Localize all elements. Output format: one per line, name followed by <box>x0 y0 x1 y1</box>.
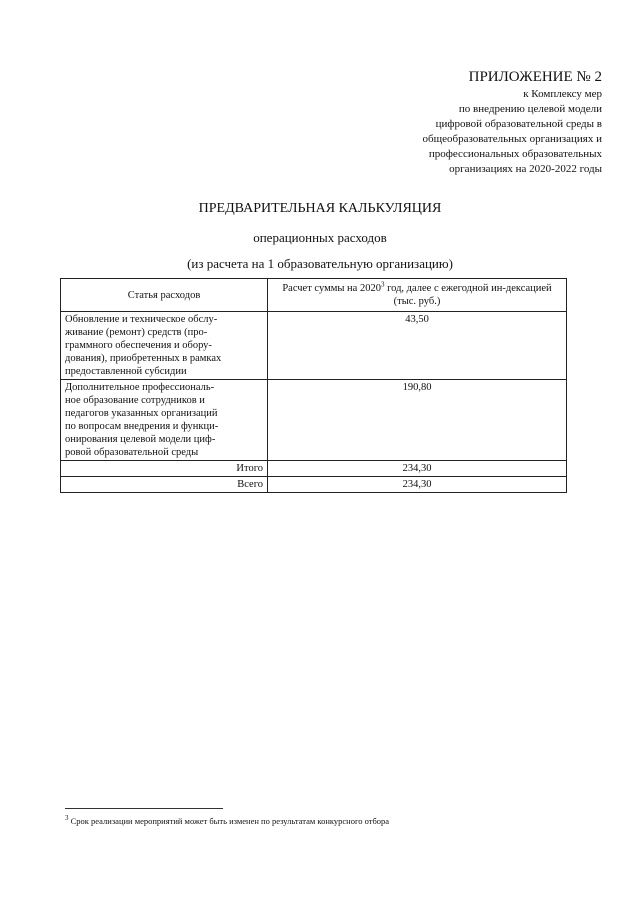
cell-line: граммного обеспечения и обору- <box>65 340 212 351</box>
subtotal-row <box>61 461 567 477</box>
header-amount <box>268 279 567 312</box>
cell-line: педагогов указанных организаций <box>65 408 218 419</box>
document-heading <box>0 200 640 273</box>
total-value: 234,30 <box>268 477 567 493</box>
cell-line: предоставленной субсидии <box>65 366 187 377</box>
table-header-row <box>61 279 567 312</box>
document-basis: (из расчета на 1 образовательную организацию) <box>187 256 453 271</box>
cell-line: Обновление и техническое обслу- <box>65 314 218 325</box>
footnote-ref: 3 <box>380 280 385 289</box>
header-expense-item: Статья расходов <box>61 279 268 312</box>
document-subtitle: операционных расходов <box>253 230 387 245</box>
total-label: Всего <box>61 477 268 493</box>
amount-cell: 43,50 <box>268 312 567 380</box>
subtotal-value: 234,30 <box>268 461 567 477</box>
appendix-line: по внедрению целевой модели <box>458 103 602 115</box>
cell-line: ровой образовательной среды <box>65 447 199 458</box>
footnote-divider <box>65 808 223 809</box>
appendix-block <box>342 68 602 177</box>
footnote <box>65 816 389 827</box>
expense-item-cell <box>61 380 268 461</box>
appendix-line: к Комплексу мер <box>523 88 602 100</box>
cell-line: онирования целевой модели циф- <box>65 434 216 445</box>
subtotal-label: Итого <box>61 461 268 477</box>
table-row <box>61 380 567 461</box>
amount-cell: 190,80 <box>268 380 567 461</box>
cell-line: Дополнительное профессиональ- <box>65 382 215 393</box>
appendix-line: организациях на 2020-2022 годы <box>449 163 602 175</box>
header-amount-text: Расчет суммы на 2020 <box>282 283 381 294</box>
footnote-text: Срок реализации мероприятий может быть изменен по результатам конкурсного отбора <box>68 816 390 826</box>
footnote-mark: 3 <box>65 814 69 823</box>
cell-line: ное образование сотрудников и <box>65 395 205 406</box>
document-title: ПРЕДВАРИТЕЛЬНАЯ КАЛЬКУЛЯЦИЯ <box>198 201 442 216</box>
header-amount-text-rest: год, далее с ежегодной ин-дексацией (тыс. руб.) <box>384 283 552 307</box>
expense-item-cell <box>61 312 268 380</box>
total-row <box>61 477 567 493</box>
cell-line: по вопросам внедрения и функци- <box>65 421 219 432</box>
appendix-line: профессиональных образовательных <box>428 148 602 160</box>
appendix-line: цифровой образовательной среды в <box>435 118 602 130</box>
calculation-table <box>60 278 567 493</box>
cell-line: дования), приобретенных в рамках <box>65 353 222 364</box>
cell-line: живание (ремонт) средств (про- <box>65 327 208 338</box>
table-row <box>61 312 567 380</box>
appendix-title: ПРИЛОЖЕНИЕ № 2 <box>468 69 602 85</box>
appendix-line: общеобразовательных организациях и <box>422 133 602 145</box>
